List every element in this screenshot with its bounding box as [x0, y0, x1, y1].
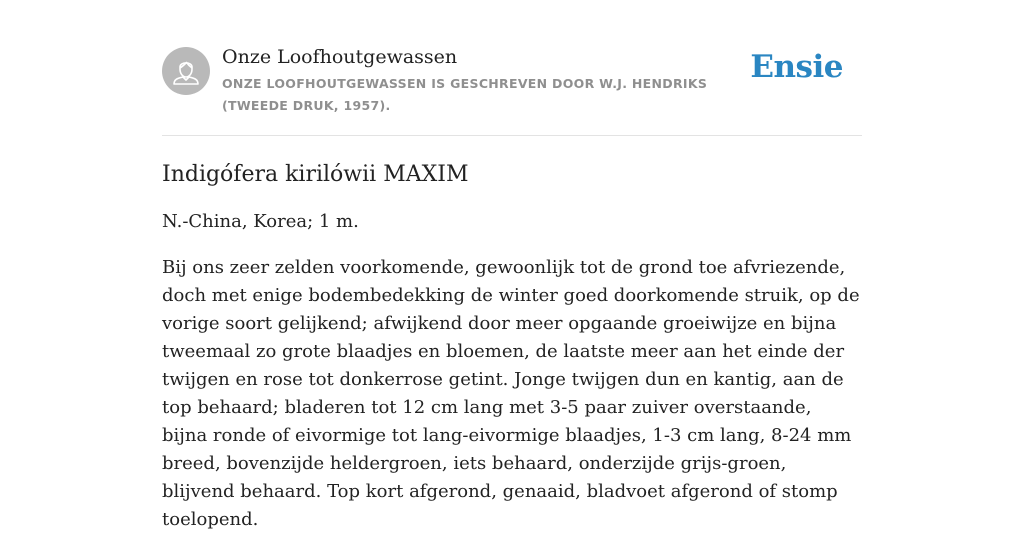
entry-distribution: N.-China, Korea; 1 m.: [162, 211, 359, 232]
entry-title: Indigófera kirilówii MAXIM: [162, 162, 469, 187]
header-divider: [162, 135, 862, 136]
entry-content: [162, 158, 862, 534]
source-title[interactable]: Onze Loofhoutgewassen: [222, 46, 458, 68]
ensie-logo[interactable]: Ensie: [750, 49, 843, 85]
entry-body: Bij ons zeer zelden voorkomende, gewoonlijk tot de grond toe afvriezende, doch met enige bodembedekking de winter goed doorkomende struik, op de vorige soort gelijkend; afwijkend door meer opgaande groeiwijze en bijna tweemaal zo grote blaadjes en bloemen, de laatste meer aan het einde der twijgen en rose tot donkerrose getint. Jonge twijgen dun en kantig, aan de top behaard; bladeren tot 12 cm lang met 3-5 paar zuiver overstaande, bijna ronde of eivormige tot lang-eivormige blaadjes, 1-3 cm lang, 8-24 mm breed, bovenzijde heldergroen, iets behaard, onderzijde grijs-groen, blijvend behaard. Top kort afgerond, genaaid, bladvoet afgerond of stomp toelopend.: [162, 257, 860, 530]
user-outline-icon[interactable]: [162, 47, 210, 95]
source-header: [162, 44, 862, 124]
source-description: ONZE LOOFHOUTGEWASSEN IS GESCHREVEN DOOR W.J. HENDRIKS (TWEEDE DRUK, 1957).: [222, 76, 708, 113]
